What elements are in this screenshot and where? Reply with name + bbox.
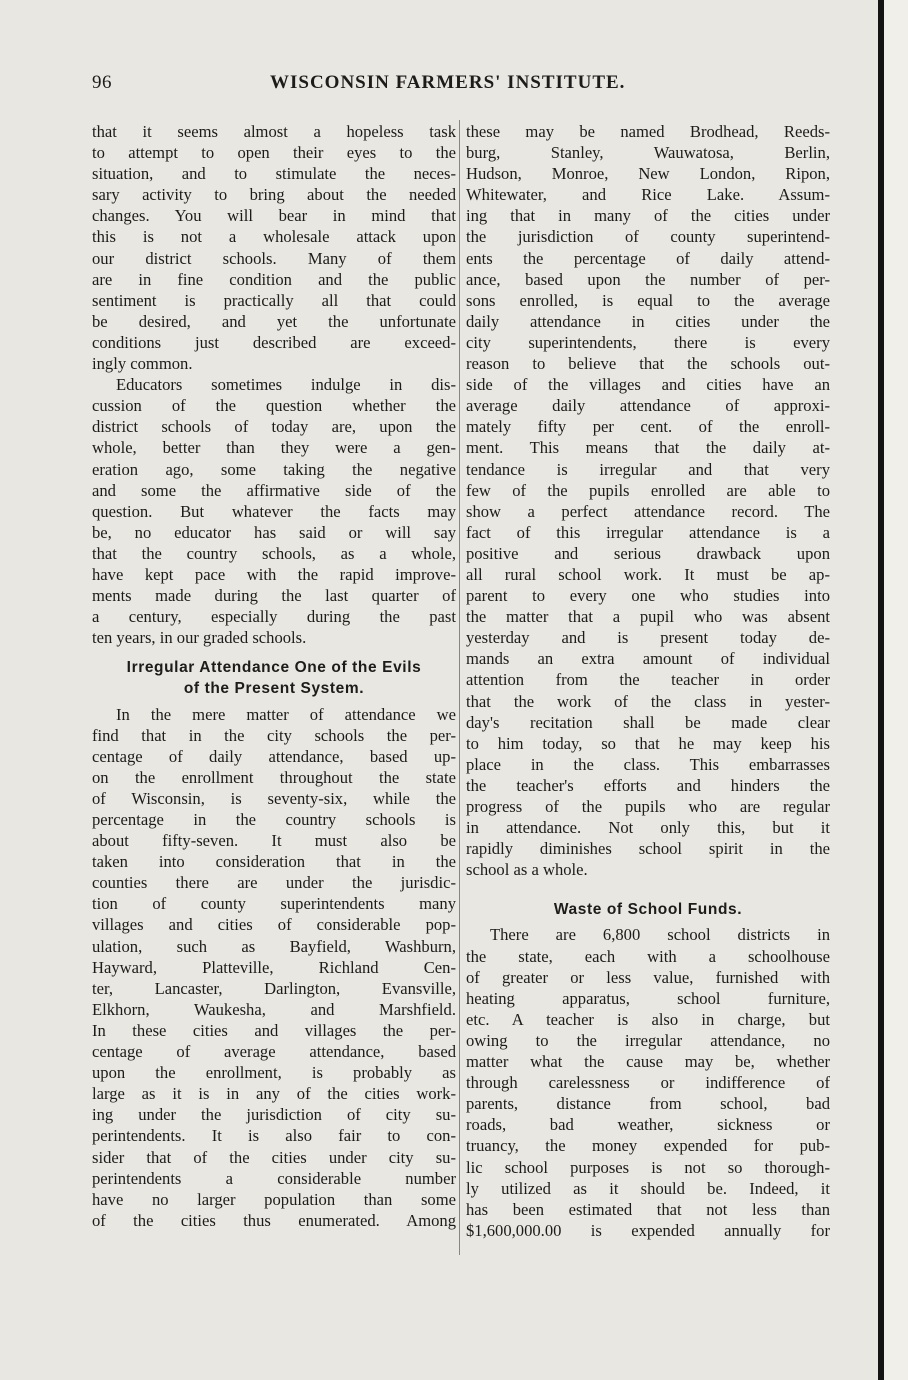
text-line: show a perfect attendance record. The: [466, 501, 830, 521]
text-line: the state, each with a schoolhouse: [466, 946, 830, 966]
text-line: Hudson, Monroe, New London, Ripon,: [466, 164, 830, 184]
text-line: eration ago, some taking the negative: [92, 459, 456, 479]
text-line: villages and cities of considerable pop-: [92, 915, 456, 935]
text-line: Whitewater, and Rice Lake. Assum-: [466, 185, 830, 205]
text-line: etc. A teacher is also in charge, but: [466, 1009, 830, 1029]
text-line: There are 6,800 school districts in: [490, 925, 830, 945]
text-line: situation, and to stimulate the neces-: [92, 164, 456, 184]
running-title: WISCONSIN FARMERS' INSTITUTE.: [270, 72, 626, 93]
text-line: have no larger population than some: [92, 1189, 456, 1209]
text-line: ing that in many of the cities under: [466, 206, 830, 226]
text-line: be, no educator has said or will say: [92, 522, 456, 542]
text-line: ly utilized as it should be. Indeed, it: [466, 1178, 830, 1198]
text-line: percentage in the country schools is: [92, 810, 456, 829]
page-number: 96: [92, 72, 112, 93]
text-line: to him today, so that he may keep his: [466, 733, 830, 753]
right-paragraph-1: [466, 121, 830, 880]
text-line: perintendents a considerable number: [92, 1168, 456, 1188]
text-line: mately fifty per cent. of the enroll-: [466, 417, 830, 437]
text-line: parents, distance from school, bad: [466, 1094, 830, 1114]
text-line: taken into consideration that in the: [92, 852, 456, 872]
text-line: Hayward, Platteville, Richland Cen-: [92, 957, 456, 977]
text-line: and some the affirmative side of the: [92, 480, 456, 500]
text-line: In these cities and villages the per-: [92, 1020, 456, 1040]
text-line: ing under the jurisdiction of city su-: [92, 1105, 456, 1125]
text-line: centage of average attendance, based: [92, 1042, 456, 1062]
left-paragraph-1: [92, 121, 456, 374]
text-line: daily attendance in cities under the: [466, 311, 830, 331]
text-line: ment. This means that the daily at-: [466, 438, 830, 458]
text-line: heating apparatus, school furniture,: [466, 988, 830, 1008]
text-line: conditions just described are exceed-: [92, 332, 456, 352]
text-line: tendance is irregular and that very: [466, 459, 830, 479]
right-column: [466, 121, 830, 1241]
section-heading-irregular-attendance: [92, 657, 456, 699]
text-line: average daily attendance of approxi-: [466, 396, 830, 416]
text-line: the teacher's efforts and hinders the: [466, 775, 830, 795]
page-margin-strip: [884, 0, 908, 1380]
text-line: rapidly diminishes school spirit in the: [466, 839, 830, 859]
heading-line: of the Present System.: [183, 680, 365, 698]
text-line: truancy, the money expended for pub-: [466, 1136, 830, 1156]
text-line: ance, based upon the number of per-: [466, 269, 830, 289]
text-line: a century, especially during the past: [92, 607, 456, 627]
text-line: large as it is in any of the cities work-: [92, 1084, 456, 1104]
text-line: this is not a wholesale attack upon: [92, 227, 456, 247]
text-line: owing to the irregular attendance, no: [466, 1030, 830, 1050]
text-line: ents the percentage of daily attend-: [466, 248, 830, 268]
text-line: are in fine condition and the public: [92, 269, 456, 289]
text-line: of Wisconsin, is seventy-six, while the: [92, 788, 456, 808]
text-line: school as a whole.: [466, 860, 588, 880]
text-line: lic school purposes is not so thorough-: [466, 1157, 830, 1177]
text-line: ten years, in our graded schools.: [92, 628, 307, 648]
text-line: burg, Stanley, Wauwatosa, Berlin,: [466, 143, 830, 163]
text-line: reason to believe that the schools out-: [466, 354, 830, 374]
text-line: the matter that a pupil who was absent: [466, 607, 830, 627]
text-line: district schools of today are, upon the: [92, 417, 456, 437]
text-line: roads, bad weather, sickness or: [466, 1115, 830, 1135]
text-line: ulation, such as Bayfield, Washburn,: [92, 936, 456, 956]
text-line: ingly common.: [92, 354, 193, 374]
text-line: in attendance. Not only this, but it: [466, 818, 830, 838]
text-line: upon the enrollment, is probably as: [92, 1063, 456, 1083]
text-line: few of the pupils enrolled are able to: [466, 480, 830, 500]
text-line: ments made during the last quarter of: [92, 586, 456, 606]
text-line: perintendents. It is also fair to con-: [92, 1126, 456, 1146]
left-column: [92, 121, 456, 1231]
column-divider: [459, 120, 460, 1255]
heading-line: Irregular Attendance One of the Evils: [126, 659, 422, 677]
text-line: Educators sometimes indulge in dis-: [116, 375, 456, 395]
text-line: counties there are under the jurisdic-: [92, 873, 456, 893]
text-line: progress of the pupils who are regular: [466, 797, 830, 816]
text-line: question. But whatever the facts may: [92, 501, 456, 521]
text-line: have kept pace with the rapid improve-: [92, 564, 456, 584]
text-line: mands an extra amount of individual: [466, 649, 830, 669]
text-line: cussion of the question whether the: [92, 396, 456, 416]
text-line: sentiment is practically all that could: [92, 290, 456, 310]
text-line: positive and serious drawback upon: [466, 543, 830, 563]
text-line: that the work of the class in yester-: [466, 691, 830, 711]
text-line: on the enrollment throughout the state: [92, 767, 456, 787]
text-line: side of the villages and cities have an: [466, 375, 830, 395]
text-line: matter what the cause may be, whether: [466, 1052, 830, 1072]
text-line: sary activity to bring about the needed: [92, 185, 456, 205]
left-paragraph-2: [92, 374, 456, 648]
text-line: has been estimated that not less than: [466, 1199, 830, 1219]
text-line: centage of daily attendance, based up-: [92, 746, 456, 766]
text-line: place in the class. This embarrasses: [466, 754, 830, 774]
text-line: to attempt to open their eyes to the: [92, 143, 456, 163]
right-paragraph-2: [466, 924, 830, 1240]
text-line: find that in the city schools the per-: [92, 725, 456, 745]
section-heading-waste-of-school-funds: Waste of School Funds.: [553, 901, 743, 919]
text-line: through carelessness or indifference of: [466, 1073, 830, 1093]
text-line: parent to every one who studies into: [466, 586, 830, 606]
text-line: our district schools. Many of them: [92, 248, 456, 268]
text-line: fact of this irregular attendance is a: [466, 522, 830, 542]
text-line: tion of county superintendents many: [92, 894, 456, 914]
text-line: whole, better than they were a gen-: [92, 438, 456, 458]
text-line: day's recitation shall be made clear: [466, 712, 830, 732]
text-line: of greater or less value, furnished with: [466, 967, 830, 987]
left-paragraph-3: [92, 704, 456, 1231]
text-line: ter, Lancaster, Darlington, Evansville,: [92, 978, 456, 998]
text-line: that it seems almost a hopeless task: [92, 122, 456, 141]
text-line: be desired, and yet the unfortunate: [92, 311, 456, 331]
text-line: In the mere matter of attendance we: [116, 704, 456, 724]
text-line: $1,600,000.00 is expended annually for: [466, 1220, 830, 1240]
text-line: sider that of the cities under city su-: [92, 1147, 456, 1167]
running-head: [92, 72, 830, 102]
page-edge-shadow: [878, 0, 884, 1380]
text-line: that the country schools, as a whole,: [92, 543, 456, 563]
text-line: all rural school work. It must be ap-: [466, 564, 830, 584]
text-line: city superintendents, there is every: [466, 332, 830, 352]
text-line: these may be named Brodhead, Reeds-: [466, 122, 830, 141]
text-line: yesterday and is present today de-: [466, 628, 830, 648]
text-line: attention from the teacher in order: [466, 670, 830, 690]
text-line: the jurisdiction of county superintend-: [466, 227, 830, 247]
text-line: of the cities thus enumerated. Among: [92, 1210, 456, 1230]
text-line: sons enrolled, is equal to the average: [466, 290, 830, 310]
text-line: changes. You will bear in mind that: [92, 206, 456, 226]
text-line: about fifty-seven. It must also be: [92, 831, 456, 851]
text-line: Elkhorn, Waukesha, and Marshfield.: [92, 999, 456, 1019]
